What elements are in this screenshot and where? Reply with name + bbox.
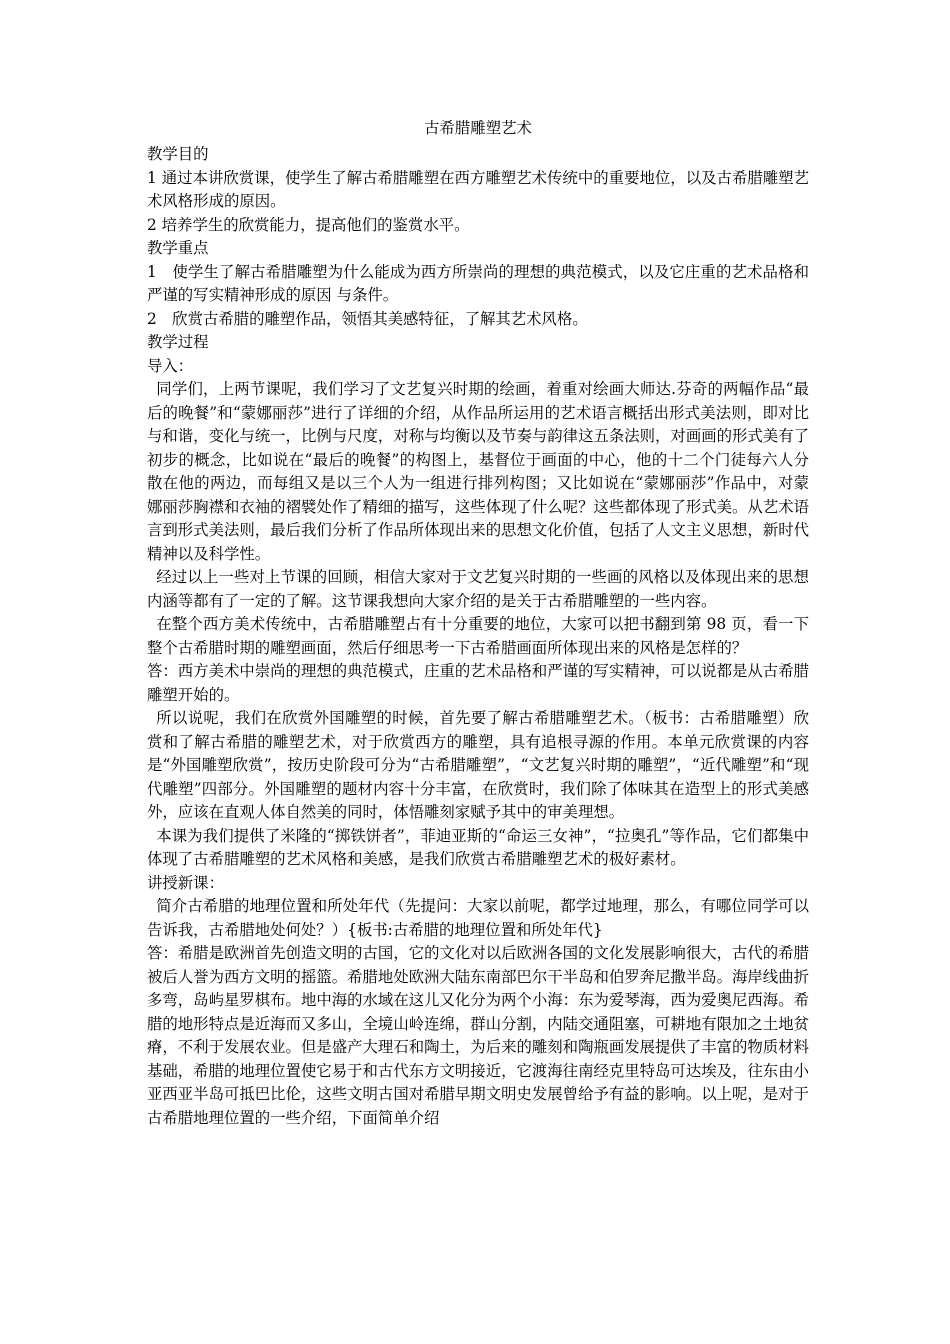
paragraph: 经过以上一些对上节课的回顾，相信大家对于文艺复兴时期的一些画的风格以及体现出来的思想内涵等都有了一定的了解。这节课我想向大家介绍的是关于古希腊雕塑的一些内容。 <box>147 568 809 610</box>
paragraph: 所以说呢，我们在欣赏外国雕塑的时候，首先要了解古希腊雕塑艺术。（板书：古希腊雕塑）欣赏和了解古希腊的雕塑艺术，对于欣赏西方的雕塑，具有追根寻源的作用。本单元欣赏课的内容是“外国雕塑欣赏”，按历史阶段可分为“古希腊雕塑”，“文艺复兴时期的雕塑”，“近代雕塑”和“现代雕塑”四部分。外国雕塑的题材内容十分丰富，在欣赏时，我们除了体味其在造型上的形式美感外，应该在直观人体自然美的同时，体悟雕刻家赋予其中的审美理想。 <box>147 709 809 821</box>
paragraph: 在整个西方美术传统中，古希腊雕塑占有十分重要的地位，大家可以把书翻到第 98 页，看一下整个古希腊时期的雕塑画面，然后仔细思考一下古希腊画面所体现出来的风格是怎样的？ <box>147 615 809 657</box>
paragraph: 简介古希腊的地理位置和所处年代（先提问：大家以前呢，都学过地理，那么，有哪位同学可以告诉我，古希腊地处何处？）{板书:古希腊的地理位置和所处年代} <box>147 897 809 939</box>
paragraph: 教学目的 <box>147 145 209 163</box>
paragraph: 本课为我们提供了米隆的“掷铁饼者”，菲迪亚斯的“命运三女神”，“拉奥孔”等作品，它们都集中体现了古希腊雕塑的艺术风格和美感，是我们欣赏古希腊雕塑艺术的极好素材。 <box>147 826 809 868</box>
paragraph: 教学过程 <box>147 333 209 351</box>
paragraph: 1 使学生了解古希腊雕塑为什么能成为西方所崇尚的理想的典范模式，以及它庄重的艺术品格和严谨的写实精神形成的原因 与条件。 <box>147 262 809 304</box>
paragraph: 教学重点 <box>147 239 209 257</box>
paragraph: 2 培养学生的欣赏能力，提高他们的鉴赏水平。 <box>147 215 470 234</box>
paragraph: 同学们，上两节课呢，我们学习了文艺复兴时期的绘画，着重对绘画大师达.芬奇的两幅作品“最后的晚餐”和“蒙娜丽莎”进行了详细的介绍，从作品所运用的艺术语言概括出形式美法则，即对比与和谐，变化与统一，比例与尺度，对称与均衡以及节奏与韵律这五条法则，对画画的形式美有了初步的概念，比如说在“最后的晚餐”的构图上，基督位于画面的中心，他的十二个门徒每六人分散在他的两边，而每组又是以三个人为一组进行排列构图；又比如说在“蒙娜丽莎”作品中，对蒙娜丽莎胸襟和衣袖的褶襞处作了精细的描写，这些体现了什么呢？这些都体现了形式美。从艺术语言到形式美法则，最后我们分析了作品所体现出来的思想文化价值，包括了人文主义思想，新时代精神以及科学性。 <box>147 380 809 563</box>
document-body <box>147 113 809 1130</box>
paragraph: 讲授新课： <box>147 873 224 892</box>
paragraph: 1 通过本讲欣赏课，使学生了解古希腊雕塑在西方雕塑艺术传统中的重要地位，以及古希腊雕塑艺术风格形成的原因。 <box>147 168 809 210</box>
document-title: 古希腊雕塑艺术 <box>424 119 532 137</box>
paragraph-list <box>147 143 809 1130</box>
paragraph: 答：希腊是欧洲首先创造文明的古国，它的文化对以后欧洲各国的文化发展影响很大，古代的希腊被后人誉为西方文明的摇篮。希腊地处欧洲大陆东南部巴尔干半岛和伯罗奔尼撒半岛。海岸线曲折多弯，岛屿星罗棋布。地中海的水域在这儿又化分为两个小海：东为爱琴海，西为爱奥尼西海。希腊的地形特点是近海而又多山，全境山岭连绵，群山分割，内陆交通阻塞，可耕地有限加之土地贫瘠，不利于发展农业。但是盛产大理石和陶土，为后来的雕刻和陶瓶画发展提供了丰富的物质材料基础，希腊的地理位置使它易于和古代东方文明接近，它渡海往南经克里特岛可达埃及，往东由小亚西亚半岛可抵巴比伦，这些文明古国对希腊早期文明史发展曾给予有益的影响。以上呢，是对于古希腊地理位置的一些介绍，下面简单介绍 <box>147 944 809 1127</box>
paragraph: 2 欣赏古希腊的雕塑作品，领悟其美感特征，了解其艺术风格。 <box>147 309 588 328</box>
paragraph: 答：西方美术中崇尚的理想的典范模式，庄重的艺术品格和严谨的写实精神，可以说都是从古希腊雕塑开始的。 <box>147 662 809 704</box>
paragraph: 导入： <box>147 356 194 375</box>
